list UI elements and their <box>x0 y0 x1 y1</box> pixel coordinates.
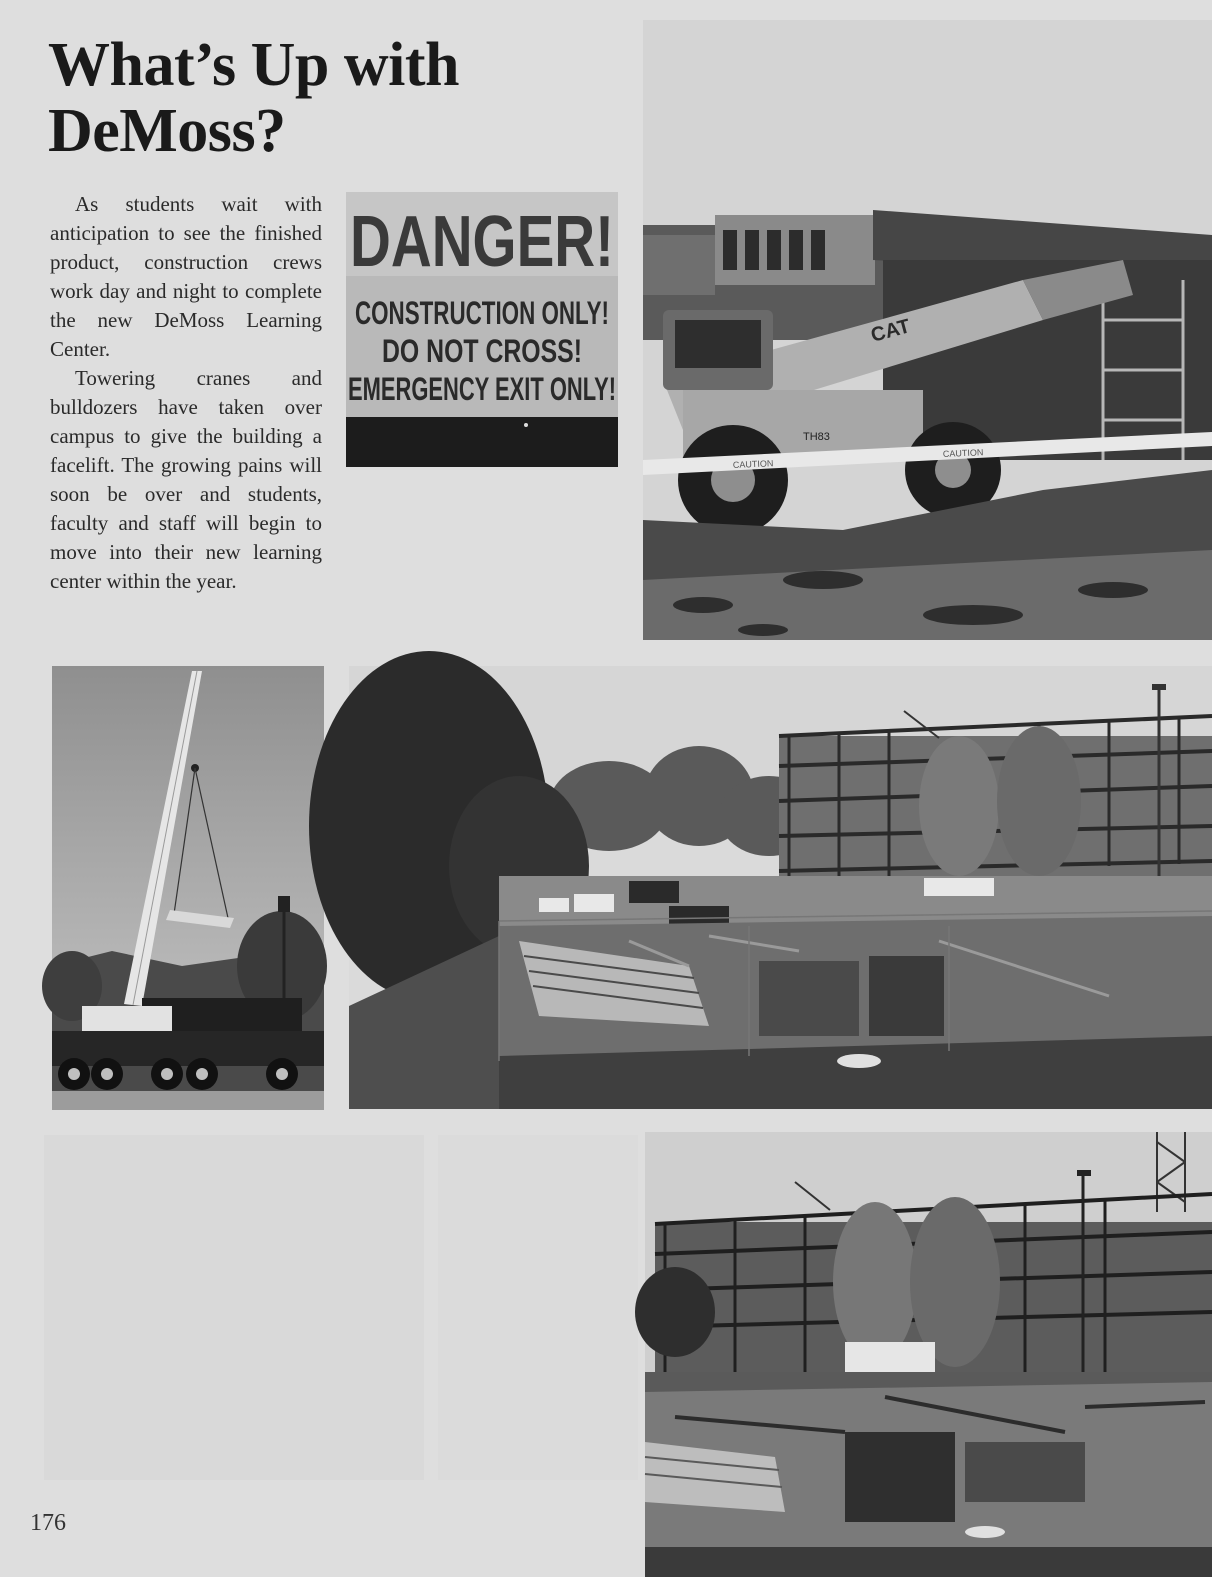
page-number: 176 <box>30 1510 66 1536</box>
danger-sign-photo <box>346 192 618 467</box>
sign-line-emergency: EMERGENCY EXIT ONLY! <box>348 371 616 407</box>
article-title: What’s Up with DeMoss? <box>48 31 459 165</box>
caution-tape-text: CAUTION <box>942 447 984 459</box>
sign-line-construction: CONSTRUCTION ONLY! <box>355 295 609 331</box>
steel-frame-lot-photo <box>645 1132 1212 1577</box>
steel-frame-site-photo <box>349 666 1212 1109</box>
vehicle-brand-mark: CAT <box>868 315 913 347</box>
crane-photo <box>52 666 324 1110</box>
article-body <box>50 190 322 596</box>
article-paragraph: As students wait with anticipation to see the finished product, construction crews work day and night to complete the new DeMoss Learning Center. <box>50 192 322 361</box>
blank-panel <box>44 1135 424 1480</box>
telehandler-photo <box>643 20 1212 640</box>
sign-line-do-not-cross: DO NOT CROSS! <box>382 333 582 369</box>
vehicle-unit-mark: TH83 <box>803 431 830 443</box>
article-paragraph: Towering cranes and bulldozers have taken over campus to give the building a facelift. The growing pains will soon be over and students, faculty and staff will begin to move into their new learning center within the year. <box>50 366 322 593</box>
blank-panel <box>438 1135 638 1480</box>
caution-tape-text: CAUTION <box>732 458 774 470</box>
sign-heading: DANGER! <box>350 202 614 282</box>
